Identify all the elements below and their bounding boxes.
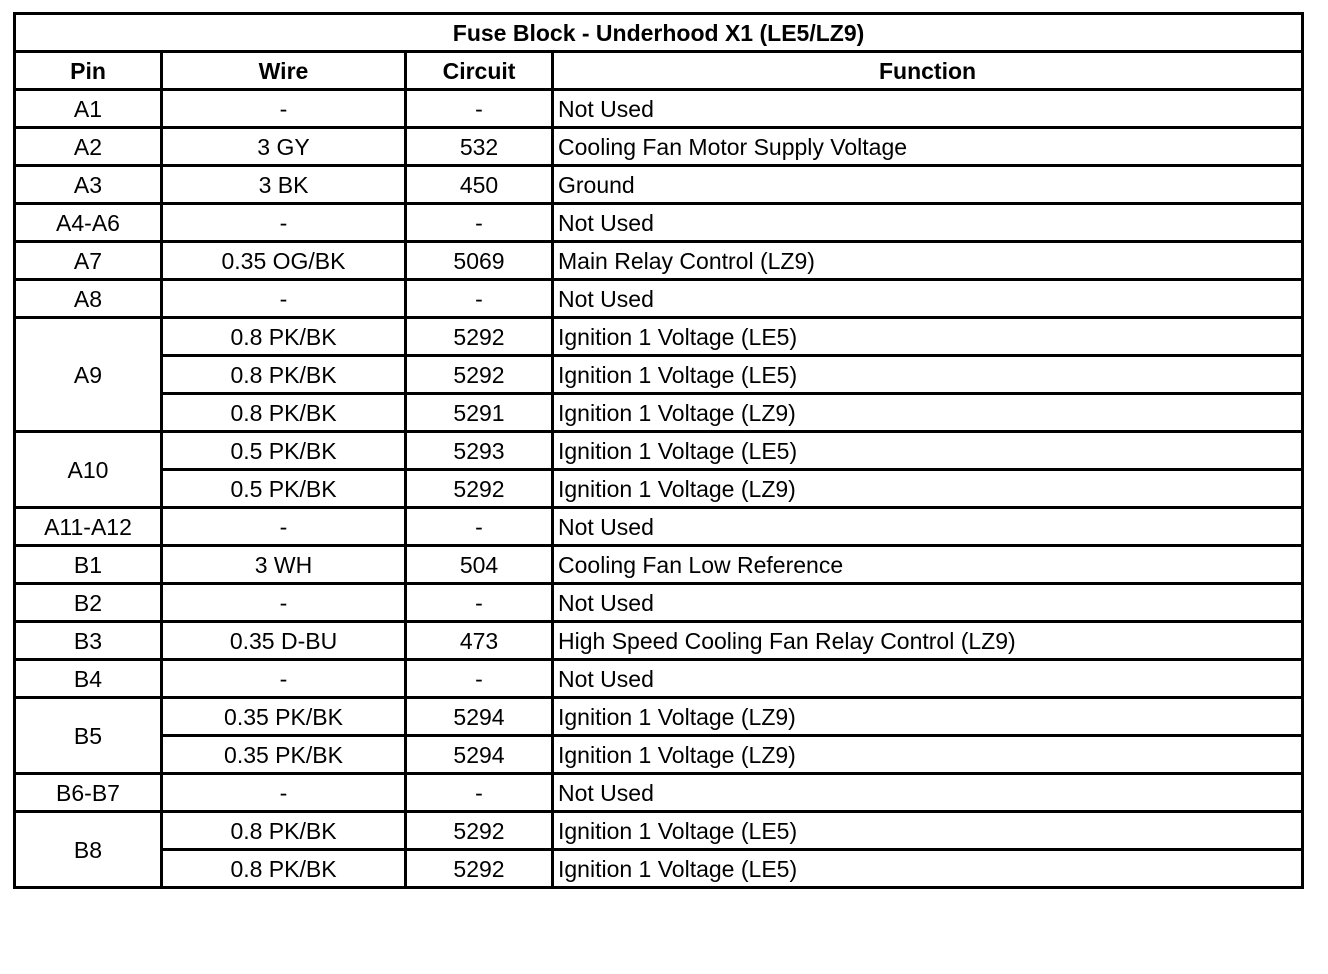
pin-cell: A8	[15, 280, 162, 318]
circuit-cell: -	[406, 660, 553, 698]
function-cell: Main Relay Control (LZ9)	[553, 242, 1303, 280]
function-cell: Not Used	[553, 204, 1303, 242]
circuit-cell: 5294	[406, 736, 553, 774]
wire-cell: 3 BK	[162, 166, 406, 204]
function-cell: Ignition 1 Voltage (LE5)	[553, 356, 1303, 394]
wire-cell: 3 WH	[162, 546, 406, 584]
table-row	[15, 90, 1303, 128]
circuit-cell: -	[406, 774, 553, 812]
table-row	[15, 736, 1303, 774]
function-cell: Ignition 1 Voltage (LE5)	[553, 850, 1303, 888]
wire-cell: -	[162, 508, 406, 546]
table-row	[15, 622, 1303, 660]
title-row	[15, 14, 1303, 52]
wire-cell: 3 GY	[162, 128, 406, 166]
table-row	[15, 242, 1303, 280]
function-cell: Not Used	[553, 90, 1303, 128]
wire-cell: 0.5 PK/BK	[162, 470, 406, 508]
circuit-cell: 473	[406, 622, 553, 660]
header-wire: Wire	[162, 52, 406, 90]
function-cell: Not Used	[553, 660, 1303, 698]
table-row	[15, 394, 1303, 432]
wire-cell: -	[162, 90, 406, 128]
table-title: Fuse Block - Underhood X1 (LE5/LZ9)	[15, 14, 1303, 52]
table-row	[15, 318, 1303, 356]
table-row	[15, 546, 1303, 584]
circuit-cell: -	[406, 508, 553, 546]
pin-cell: B2	[15, 584, 162, 622]
pin-cell: B8	[15, 812, 162, 888]
pin-cell: A10	[15, 432, 162, 508]
table-row	[15, 774, 1303, 812]
function-cell: Ignition 1 Voltage (LE5)	[553, 318, 1303, 356]
circuit-cell: 5291	[406, 394, 553, 432]
wire-cell: 0.8 PK/BK	[162, 318, 406, 356]
circuit-cell: -	[406, 280, 553, 318]
header-circuit: Circuit	[406, 52, 553, 90]
circuit-cell: 5069	[406, 242, 553, 280]
circuit-cell: 450	[406, 166, 553, 204]
table-row	[15, 584, 1303, 622]
table-row	[15, 128, 1303, 166]
table-row	[15, 280, 1303, 318]
function-cell: Ignition 1 Voltage (LE5)	[553, 812, 1303, 850]
circuit-cell: 5294	[406, 698, 553, 736]
function-cell: Ignition 1 Voltage (LZ9)	[553, 470, 1303, 508]
header-function: Function	[553, 52, 1303, 90]
table-body	[15, 90, 1303, 888]
table-row	[15, 166, 1303, 204]
circuit-cell: 5292	[406, 470, 553, 508]
wire-cell: -	[162, 660, 406, 698]
function-cell: Not Used	[553, 584, 1303, 622]
header-row	[15, 52, 1303, 90]
function-cell: Ignition 1 Voltage (LE5)	[553, 432, 1303, 470]
pin-cell: A3	[15, 166, 162, 204]
circuit-cell: 532	[406, 128, 553, 166]
table-row	[15, 470, 1303, 508]
function-cell: Ground	[553, 166, 1303, 204]
wire-cell: 0.8 PK/BK	[162, 356, 406, 394]
function-cell: Ignition 1 Voltage (LZ9)	[553, 736, 1303, 774]
pin-cell: B3	[15, 622, 162, 660]
wire-cell: 0.8 PK/BK	[162, 394, 406, 432]
header-pin: Pin	[15, 52, 162, 90]
pin-cell: A7	[15, 242, 162, 280]
wire-cell: -	[162, 280, 406, 318]
pin-cell: A4-A6	[15, 204, 162, 242]
pin-cell: A9	[15, 318, 162, 432]
function-cell: High Speed Cooling Fan Relay Control (LZ9)	[553, 622, 1303, 660]
table-row	[15, 204, 1303, 242]
circuit-cell: -	[406, 90, 553, 128]
function-cell: Ignition 1 Voltage (LZ9)	[553, 394, 1303, 432]
function-cell: Cooling Fan Motor Supply Voltage	[553, 128, 1303, 166]
pin-cell: B4	[15, 660, 162, 698]
table-row	[15, 698, 1303, 736]
wire-cell: 0.8 PK/BK	[162, 850, 406, 888]
wire-cell: -	[162, 774, 406, 812]
connector-pinout-table	[13, 12, 1304, 889]
wire-cell: 0.35 OG/BK	[162, 242, 406, 280]
pin-cell: A1	[15, 90, 162, 128]
pin-cell: A2	[15, 128, 162, 166]
function-cell: Cooling Fan Low Reference	[553, 546, 1303, 584]
wire-cell: 0.35 PK/BK	[162, 736, 406, 774]
table-row	[15, 850, 1303, 888]
circuit-cell: -	[406, 584, 553, 622]
table-row	[15, 660, 1303, 698]
pin-cell: A11-A12	[15, 508, 162, 546]
circuit-cell: 5292	[406, 850, 553, 888]
circuit-cell: 5292	[406, 812, 553, 850]
table-row	[15, 432, 1303, 470]
table-row	[15, 812, 1303, 850]
function-cell: Not Used	[553, 280, 1303, 318]
circuit-cell: 5292	[406, 356, 553, 394]
wire-cell: 0.35 D-BU	[162, 622, 406, 660]
pin-cell: B5	[15, 698, 162, 774]
function-cell: Not Used	[553, 774, 1303, 812]
pin-cell: B6-B7	[15, 774, 162, 812]
wire-cell: 0.35 PK/BK	[162, 698, 406, 736]
wire-cell: -	[162, 204, 406, 242]
circuit-cell: 5292	[406, 318, 553, 356]
table-row	[15, 508, 1303, 546]
wire-cell: 0.8 PK/BK	[162, 812, 406, 850]
table-row	[15, 356, 1303, 394]
wire-cell: 0.5 PK/BK	[162, 432, 406, 470]
circuit-cell: 5293	[406, 432, 553, 470]
function-cell: Not Used	[553, 508, 1303, 546]
circuit-cell: 504	[406, 546, 553, 584]
circuit-cell: -	[406, 204, 553, 242]
pin-cell: B1	[15, 546, 162, 584]
wire-cell: -	[162, 584, 406, 622]
function-cell: Ignition 1 Voltage (LZ9)	[553, 698, 1303, 736]
